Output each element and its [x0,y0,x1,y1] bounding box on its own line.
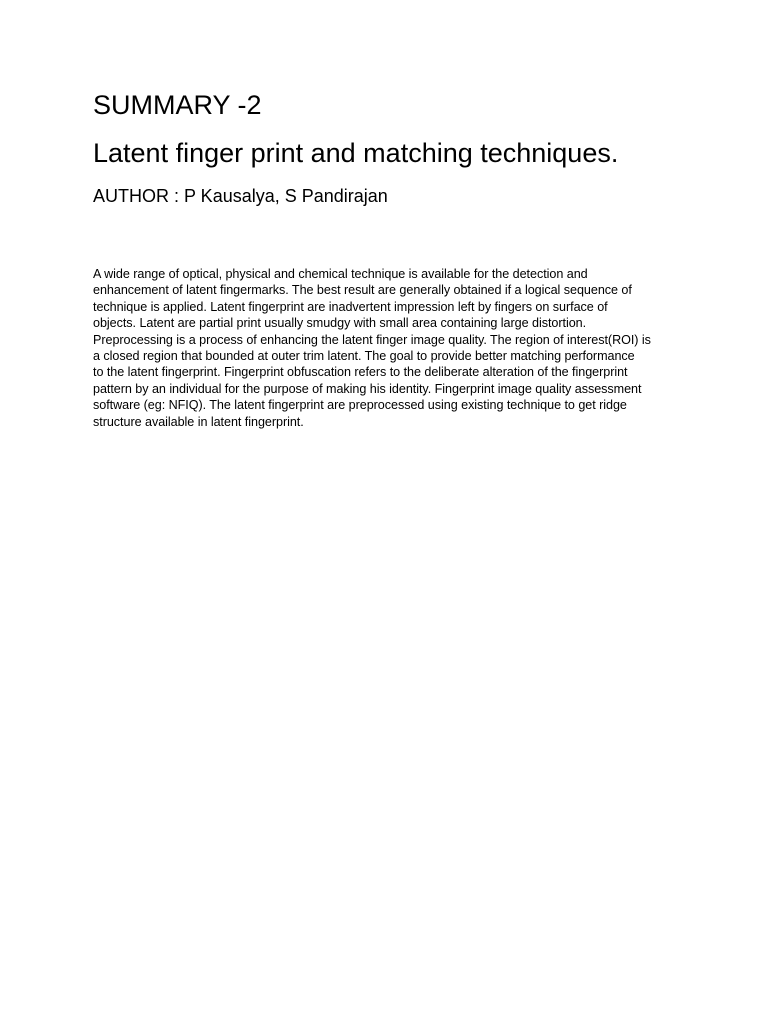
body-line: A wide range of optical, physical and chemical technique is available for the detection and [93,267,588,281]
body-line: structure available in latent fingerprint. [93,414,304,429]
body-line: pattern by an individual for the purpose of making his identity. Fingerprint image quality assessment [93,381,642,396]
body-line: a closed region that bounded at outer trim latent. The goal to provide better matching performance [93,349,635,364]
body-line: Preprocessing is a process of enhancing the latent finger image quality. The region of interest(ROI) is [93,332,651,347]
body-line: to the latent fingerprint. Fingerprint obfuscation refers to the deliberate alteration of the fingerprint [93,365,628,380]
body-line: enhancement of latent fingermarks. The best result are generally obtained if a logical sequence of [93,283,632,298]
summary-label: SUMMARY -2 [93,90,262,120]
body-line: software (eg: NFIQ). The latent fingerprint are preprocessed using existing technique to get ridge [93,398,627,413]
body-line: technique is applied. Latent fingerprint are inadvertent impression left by fingers on surface of [93,299,608,314]
body-line: objects. Latent are partial print usually smudgy with small area containing large distortion. [93,316,587,331]
body-paragraph [93,266,683,430]
document-title: Latent finger print and matching techniques. [93,138,619,168]
author-line: AUTHOR : P Kausalya, S Pandirajan [93,186,388,206]
